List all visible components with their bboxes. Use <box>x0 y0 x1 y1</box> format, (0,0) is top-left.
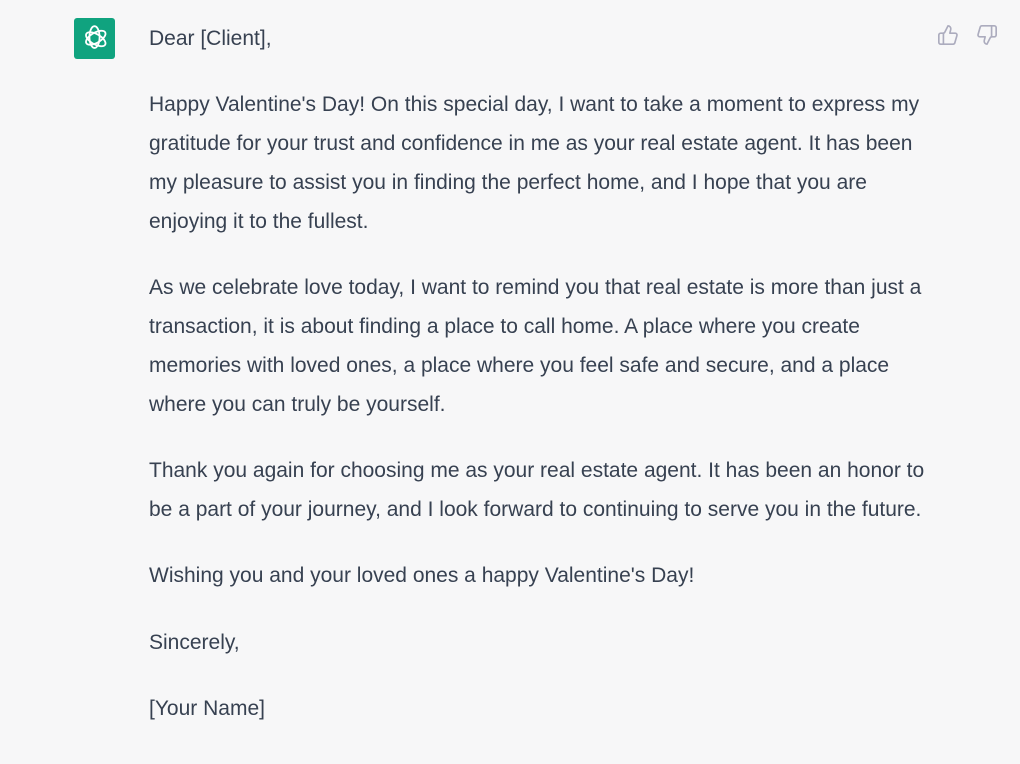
signature-paragraph: [Your Name] <box>149 696 265 720</box>
greeting-paragraph: Dear [Client], <box>149 27 272 50</box>
wishes-paragraph: Wishing you and your loved ones a happy Valentine's Day! <box>149 564 695 588</box>
assistant-avatar <box>74 18 115 59</box>
body-paragraph-2: As we celebrate love today, I want to remind you that real estate is more than just a transaction, it is about finding a place to call home. A place where you create memories with loved ones, a place where you feel safe and secure, and a place where you can truly be yourself. <box>149 276 922 416</box>
thumbs-down-icon <box>976 24 998 46</box>
feedback-buttons <box>936 23 998 46</box>
openai-logo-icon <box>80 24 109 53</box>
closing-paragraph: Sincerely, <box>149 630 240 654</box>
body-paragraph-3: Thank you again for choosing me as your real estate agent. It has been an honor to be a part of your journey, and I look forward to continuing to serve you in the future. <box>149 458 925 521</box>
body-paragraph-1: Happy Valentine's Day! On this special day, I want to take a moment to express my gratitude for your trust and confidence in me as your real estate agent. It has been my pleasure to assist you in finding the perfect home, and I hope that you are enjoying it to the fullest. <box>149 93 920 233</box>
thumbs-down-button[interactable] <box>975 23 998 46</box>
thumbs-up-button[interactable] <box>936 23 959 46</box>
message-body <box>149 20 939 756</box>
thumbs-up-icon <box>937 24 959 46</box>
